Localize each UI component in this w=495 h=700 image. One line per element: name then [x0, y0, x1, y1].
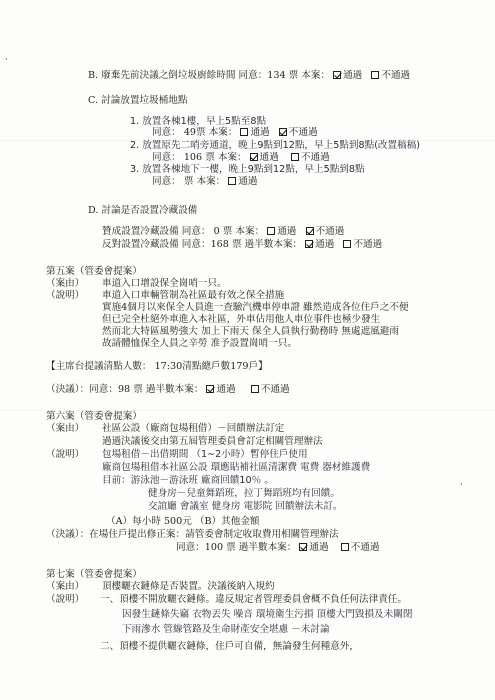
- case6-options: （A）每小時 500元 （B）其他金額: [106, 516, 260, 527]
- fail-checkbox: [279, 128, 287, 136]
- case6-explain1: 包場租借－出借期間 （1∼2小時）暫停住戶使用: [102, 449, 308, 460]
- case7-explain1: 一、頂樓不開放曬衣鏈條。違反規定者管理委員會概不負任何法律責任。: [100, 594, 407, 605]
- fail-checkbox: [306, 227, 314, 235]
- section-d-approve: 贊成設置冷藏設備 同意： 0 票 本案： 通過 不通過: [102, 226, 345, 237]
- case7-explain2: 因發生鏈條失竊 衣物丟失 噪音 環境衛生污損 頂樓大門毀損及未關閉: [122, 609, 413, 620]
- case6-title: 第六案（管委會提案）: [46, 411, 142, 422]
- pass-checkbox: [267, 227, 275, 235]
- case7-explain4: 二、頂樓不提供曬衣鏈條，住戶可自備，無論發生何種意外，: [100, 641, 360, 652]
- section-d-heading: D. 討論是否設置冷藏設備: [88, 205, 198, 216]
- case5-explain-label: （說明）: [46, 290, 85, 301]
- case5-explain5: 故請體恤保全人員之辛勞 准予設置崗哨一只。: [102, 338, 297, 349]
- pass-checkbox: [299, 543, 307, 551]
- case7-explain-label: （說明）: [46, 594, 85, 605]
- pass-checkbox: [228, 177, 236, 185]
- section-c-item3-votes: 同意： 票 本案： 通過: [152, 176, 258, 187]
- case5-explain1: 車道入口車輛管制為社區最有效之保全措施: [102, 290, 285, 301]
- case6-explain5: 交誼廳 會議室 健身房 電影院 回饋辦法未訂。: [148, 501, 343, 512]
- fail-checkbox: [343, 240, 351, 248]
- case7-subject-label: （案由）: [46, 581, 85, 592]
- fail-checkbox: [291, 153, 299, 161]
- pass-checkbox: [240, 128, 248, 136]
- case6-explain-label: （說明）: [46, 449, 85, 460]
- case7-explain3: 下雨滲水 管線管路及生命財產安全堪慮 －未討論: [122, 624, 330, 635]
- case7-title: 第七案（管委會提案）: [46, 569, 142, 580]
- fail-checkbox: [341, 543, 349, 551]
- case6-resolution-votes: 同意：100 票 過半數本案： 通過 不通過: [176, 542, 380, 553]
- case6-subject1: 社區公設（廠商包場租借）－回饋辦法訂定: [102, 423, 285, 434]
- case5-title: 第五案（管委會提案）: [46, 266, 142, 277]
- case5-explain3: 但已完全杜絕外車進入本社區，外車佔用他人車位事件也極少發生: [102, 314, 381, 325]
- case5-explain4: 然而北大特區風勢強大 加上下雨天 保全人員執行勤務時 無處遮風避雨: [102, 326, 399, 337]
- section-c-item1: 1. 放置各棟1樓，早上5點至8點: [130, 116, 267, 127]
- pass-checkbox: [206, 385, 214, 393]
- case6-subject2: 過過決議後交由第五屆管理委員會訂定相關管理辦法: [102, 436, 323, 447]
- case6-subject-label: （案由）: [46, 423, 85, 434]
- case5-subject: 車道入口增設保全崗哨一只。: [102, 278, 227, 289]
- pass-checkbox: [333, 71, 341, 79]
- section-c-item2: 2. 放置原先二哨旁通道，晚上9點到12點，早上5點到8點(改置稿稿): [130, 140, 421, 151]
- section-c-heading: C. 討論放置垃圾桶地點: [88, 95, 188, 106]
- fail-checkbox: [371, 71, 379, 79]
- case5-explain2: 實施4個月以來保全人員進一查驗汽機車停車證 雖然造成各位住戶之不便: [102, 302, 409, 313]
- section-d-oppose: 反對設置冷藏設備 同意：168 票 過半數本案： 通過 不通過: [102, 239, 383, 250]
- fail-checkbox: [251, 385, 259, 393]
- case6-explain2: 廠商包場租借本社區公設 環應貼補社區清潔費 電費 器材維護費: [102, 462, 371, 473]
- case6-resolution: （決議）：在場住戶提出修正案：請管委會制定收取費用相關管理辦法: [46, 529, 339, 540]
- case6-explain4: 健身房－兒童舞蹈班，拉丁舞蹈班均有回饋。: [148, 488, 340, 499]
- scan-mark: ·: [460, 480, 463, 490]
- section-b-line: B. 廢棄先前決議之倒垃圾廚餘時間 同意：134 票 本案： 通過 不通過: [88, 70, 411, 81]
- scan-mark: ·: [5, 55, 8, 65]
- host-count-line: 【主席台提議清點人數： 17:30清點總戶數179戶】: [46, 361, 268, 372]
- section-c-item2-votes: 同意： 106 票 本案： 通過 不通過: [152, 152, 330, 163]
- case5-resolution: （決議）：同意：98 票 過半數本案： 通過 不通過: [46, 384, 290, 395]
- section-c-item3: 3. 放置各棟地下一樓，晚上9點到12點，早上5點到8點: [130, 164, 365, 175]
- case6-explain3: 目前：游泳池－游泳班 廠商回饋10％ 。: [102, 475, 274, 486]
- pass-checkbox: [250, 153, 258, 161]
- case5-subject-label: （案由）: [46, 278, 85, 289]
- section-c-item1-votes: 同意： 49票 本案： 通過 不通過: [152, 127, 318, 138]
- pass-checkbox: [305, 240, 313, 248]
- case7-subject: 頂樓曬衣鏈條是否裝置。決議後納入規約: [102, 581, 275, 592]
